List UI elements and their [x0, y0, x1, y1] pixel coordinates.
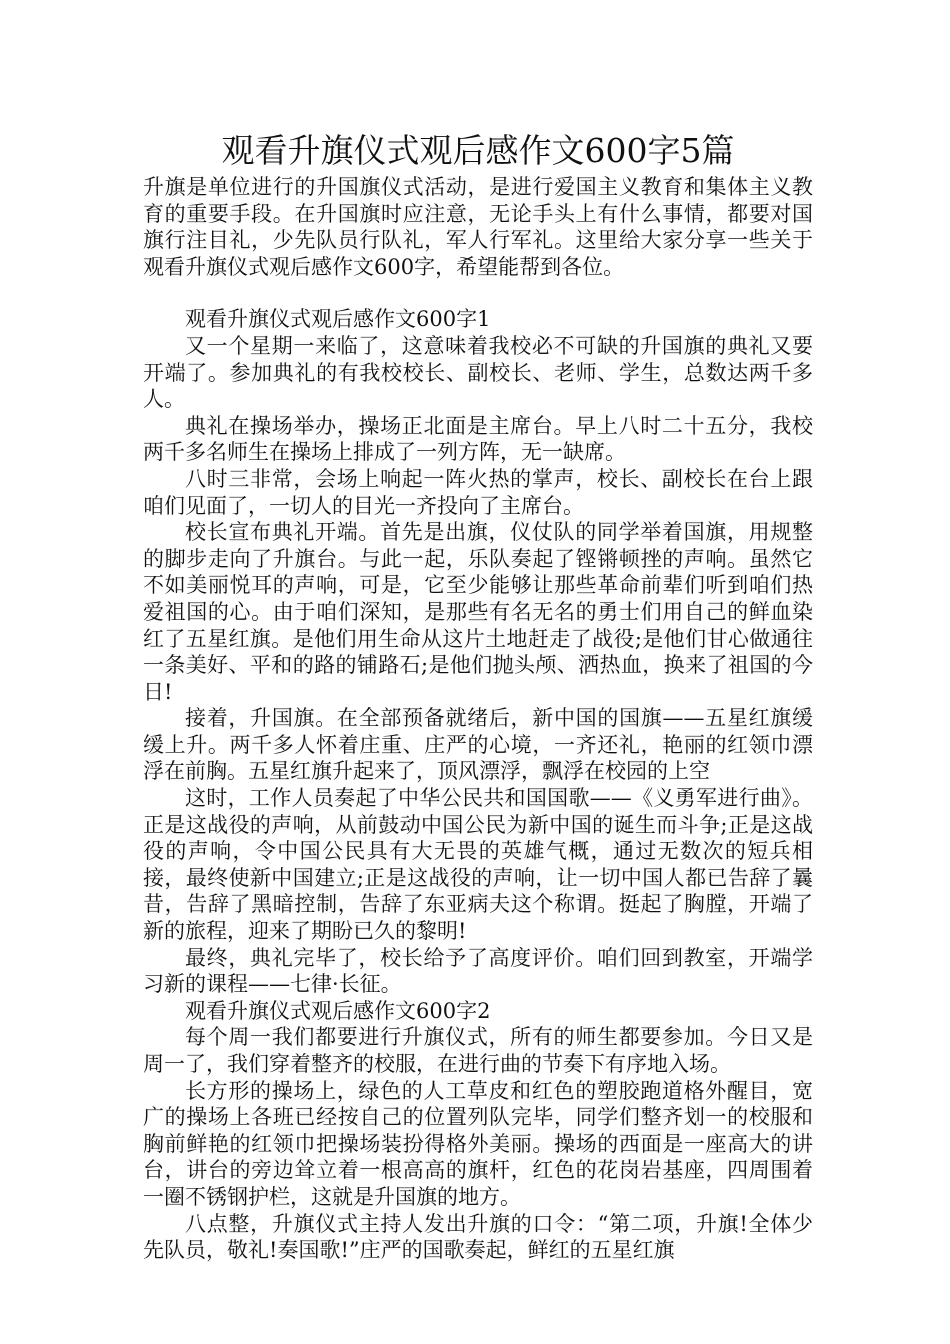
section-heading: 观看升旗仪式观后感作文600字2: [185, 998, 491, 1023]
section-heading: 观看升旗仪式观后感作文600字1: [185, 307, 491, 332]
paragraph: 每个周一我们都要进行升旗仪式，所有的师生都要参加。今日又是周一了，我们穿着整齐的校服，在进行曲的节奏下有序地入场。: [143, 1025, 813, 1076]
section-1: [143, 306, 813, 997]
paragraph: 典礼在操场举办，操场正北面是主席台。早上八时二十五分，我校两千多名师生在操场上排成了一列方阵，无一缺席。: [143, 413, 813, 465]
paragraph: 八时三非常，会场上响起一阵火热的掌声，校长、副校长在台上跟咱们见面了，一切人的目光一齐投向了主席台。: [143, 466, 813, 518]
document-title: 观看升旗仪式观后感作文600字5篇: [221, 131, 735, 170]
paragraph: 校长宣布典礼开端。首先是出旗，仪仗队的同学举着国旗，用规整的脚步走向了升旗台。与此一起，乐队奏起了铿锵顿挫的声响。虽然它不如美丽悦耳的声响，可是，它至少能够让那些革命前辈们听到咱们热爱祖国的心。由于咱们深知，是那些有名无名的勇士们用自己的鲜血染红了五星红旗。是他们用生命从这片土地赶走了战役;是他们甘心做通往一条美好、平和的路的铺路石;是他们抛头颅、洒热血，换来了祖国的今日!: [143, 520, 813, 704]
paragraph: 这时，工作人员奏起了中华公民共和国国歌——《义勇军进行曲》。正是这战役的声响，从前鼓动中国公民为新中国的诞生而斗争;正是这战役的声响，令中国公民具有大无畏的英雄气概，通过无数次的短兵相接，最终使新中国建立;正是这战役的声响，让一切中国人都已告辞了曩昔，告辞了黑暗控制，告辞了东亚病夫这个称谓。挺起了胸膛，开端了新的旅程，迎来了期盼已久的黎明!: [143, 786, 813, 944]
paragraph: 八点整，升旗仪式主持人发出升旗的口令：“第二项，升旗!全体少先队员，敬礼!奏国歌!”庄严的国歌奏起，鲜红的五星红旗: [143, 1211, 813, 1263]
paragraph: 长方形的操场上，绿色的人工草皮和红色的塑胶跑道格外醒目，宽广的操场上各班已经按自己的位置列队完毕，同学们整齐划一的校服和胸前鲜艳的红领巾把操场装扮得格外美丽。操场的西面是一座高大的讲台，讲台的旁边耸立着一根高高的旗杆，红色的花岗岩基座，四周围着一圈不锈钢护栏，这就是升国旗的地方。: [143, 1078, 813, 1209]
intro-paragraph: 升旗是单位进行的升国旗仪式活动，是进行爱国主义教育和集体主义教育的重要手段。在升国旗时应注意，无论手头上有什么事情，都要对国旗行注目礼，少先队员行队礼，军人行军礼。这里给大家分享一些关于观看升旗仪式观后感作文600字，希望能帮到各位。: [143, 175, 813, 279]
section-2: [143, 998, 813, 1264]
paragraph: 又一个星期一来临了，这意味着我校必不可缺的升国旗的典礼又要开端了。参加典礼的有我校校长、副校长、老师、学生，总数达两千多人。: [143, 333, 813, 412]
paragraph: 最终，典礼完毕了，校长给予了高度评价。咱们回到教室，开端学习新的课程——七律·长征。: [143, 945, 813, 997]
paragraph: 接着，升国旗。在全部预备就绪后，新中国的国旗——五星红旗缓缓上升。两千多人怀着庄重、庄严的心境，一齐还礼，艳丽的红领巾漂浮在前胸。五星红旗升起来了，顶风漂浮，飘浮在校园的上空: [143, 706, 813, 784]
document-page: [143, 128, 813, 1264]
